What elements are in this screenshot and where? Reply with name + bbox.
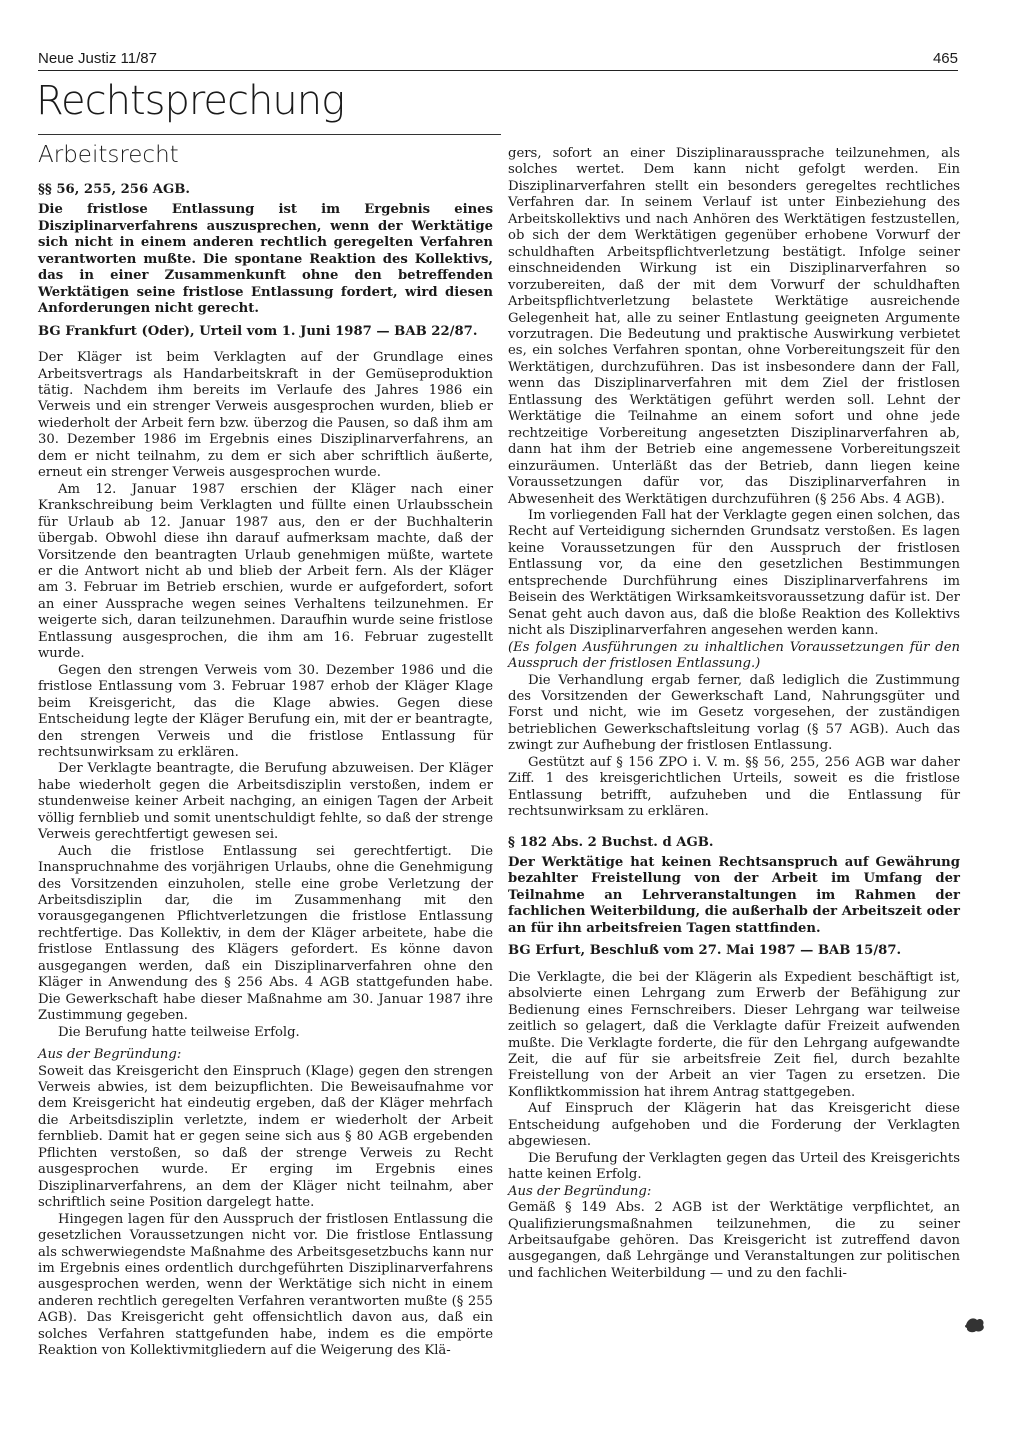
- case2-paragraph: Gemäß § 149 Abs. 2 AGB ist der Werktätige verpflichtet, an Qualifizierungsmaßnahmen teilzunehmen, die zu seiner Arbeitsaufgabe gehören. Das Kreisgericht ist zutreffend davon ausgegangen, daß Lehrgänge und Veranstaltungen zur politischen und fachlichen Weiterbildung — und zu den fachli-: [508, 1200, 960, 1281]
- case2-court-citation: BG Erfurt, Beschluß vom 27. Mai 1987 — BAB 15/87.: [508, 943, 902, 959]
- case1-paragraph: Auch die fristlose Entlassung sei gerechtfertigt. Die Inanspruchnahme des vorjährigen Urlaubs, ohne die Genehmigung des Vorsitzenden einzuholen, stelle eine grobe Verletzung der Arbeitsdisziplin dar, die im Zusammenhang mit den vorausgegangenen Pflichtverletzungen die fristlose Entlassung rechtfertige. Das Kollektiv, in dem der Kläger arbeitete, habe die fristlose Entlassung des Klägers gefordert. Es könne davon ausgegangen werden, daß ein Disziplinarverfahren ohne den Kläger in Anwendung des § 256 Abs. 4 AGB stattgefunden habe. Die Gewerkschaft habe dieser Maßnahme am 30. Januar 1987 ihre Zustimmung gegeben.: [38, 843, 493, 1024]
- case1-paragraph: Gegen den strengen Verweis vom 30. Dezember 1986 und die fristlose Entlassung vom 3. Februar 1987 erhob der Kläger Klage beim Kreisgericht, das die Klage abwies. Gegen diese Entscheidung legte der Kläger Berufung ein, mit der er beantragte, den strengen Verweis und die fristlose Entlassung für rechtsunwirksam zu erklären.: [38, 662, 493, 760]
- case1-paragraph: Soweit das Kreisgericht den Einspruch (Klage) gegen den strengen Verweis abwies, ist dem beizupflichten. Die Beweisaufnahme vor dem Kreisgericht hat eindeutig ergeben, daß der Kläger mehrfach die Arbeitsdisziplin verletzte, indem er wiederholt der Arbeit fernblieb. Damit hat er gegen seine sich aus § 80 AGB ergebenden Pflichten verstoßen, so daß der strenge Verweis zu Recht ausgesprochen wurde. Er erging im Ergebnis eines Disziplinarverfahrens, an dem der Kläger nicht teilnahm, aber schriftlich seine Position dargelegt hatte.: [38, 1063, 493, 1211]
- case1-paragraph: Der Kläger ist beim Verklagten auf der Grundlage eines Arbeitsvertrags als Handarbeitskraft in der Gemüseproduktion tätig. Nachdem ihm bereits im Verlaufe des Jahres 1986 ein Verweis und ein strenger Verweis ausgesprochen wurden, blieb er wiederholt der Arbeit fern bzw. überzog die Pausen, so daß ihm am 30. Dezember 1986 im Ergebnis eines Disziplinarverfahrens, an dem er nicht teilnahm, zu dem er sich aber schriftlich äußerte, erneut ein strenger Verweis ausgesprochen wurde.: [38, 350, 493, 481]
- section-title: Arbeitsrecht: [38, 142, 179, 168]
- case1-headnote: Die fristlose Entlassung ist im Ergebnis eines Disziplinarverfahrens auszusprechen, wenn der Werktätige sich nicht in einem anderen rechtlich geregelten Verfahren verantworten mußte. Die spontane Reaktion des Kollektivs, das in einer Zusammenkunft ohne den betreffenden Werktätigen seine fristlose Entlassung fordert, wird diesen Anforderungen nicht gerecht.: [38, 202, 493, 317]
- title-rule: [38, 134, 501, 135]
- case1-editorial-note: (Es folgen Ausführungen zu inhaltlichen Voraussetzungen für den Ausspruch der fristlosen Entlassung.): [508, 639, 960, 672]
- case1-reasons-label: Aus der Begründung:: [38, 1047, 182, 1063]
- case1-paragraph: Die Berufung hatte teilweise Erfolg.: [58, 1024, 300, 1040]
- case1-paragraph: Hingegen lagen für den Ausspruch der fristlosen Entlassung die gesetzlichen Voraussetzungen nicht vor. Die fristlose Entlassung als schwerwiegendste Maßnahme des Arbeitsgesetzbuchs kann nur im Ergebnis eines ordentlich durchgeführten Disziplinarverfahrens ausgesprochen werden, wenn der Werktätige sich nicht in einem anderen rechtlich geregelten Verfahren verantworten mußte (§ 255 AGB). Das Kreisgericht geht offensichtlich davon aus, daß ein solches Verfahren stattgefunden habe, indem es die empörte Reaktion von Kollektivmitgliedern auf die Weigerung des Klä-: [38, 1211, 493, 1359]
- case1-paragraph: Die Verhandlung ergab ferner, daß lediglich die Zustimmung des Vorsitzenden der Gewerkschaft Land, Nahrungsgüter und Forst und nicht, wie im Gesetz vorgesehen, der zuständigen betrieblichen Gewerkschaftsleitung vorlag (§ 57 AGB). Auch das zwingt zur Aufhebung der fristlosen Entlassung.: [508, 672, 960, 754]
- case1-paragraph: Gestützt auf § 156 ZPO i. V. m. §§ 56, 255, 256 AGB war daher Ziff. 1 des kreisgerichtlichen Urteils, soweit es die fristlose Entlassung betrifft, aufzuheben und die Entlassung für rechtsunwirksam zu erklären.: [508, 754, 960, 820]
- page-number: 465: [932, 50, 958, 67]
- journal-issue: Neue Justiz 11/87: [38, 50, 157, 67]
- page-header: [38, 50, 958, 72]
- case2-paragraph: Die Verklagte, die bei der Klägerin als Expedient beschäftigt ist, absolvierte einen Lehrgang zum Erwerb der Befähigung zur Bedienung eines Fernschreibers. Dieser Lehrgang war teilweise zeitlich so gelagert, daß die Verklagte dafür Freizeit aufwenden mußte. Die Verklagte forderte, die für den Lehrgang aufgewandte Zeit, die auf für sie arbeitsfreie Zeit fiel, durch bezahlte Freistellung von der Arbeit an vier Tagen zu ersetzen. Die Konfliktkommission hat ihrem Antrag stattgegeben.: [508, 969, 960, 1100]
- case2-headnote: Der Werktätige hat keinen Rechtsanspruch auf Gewährung bezahlter Freistellung von der Arbeit im Umfang der Teilnahme an Lehrveranstaltungen im Rahmen der fachlichen Weiterbildung, die außerhalb der Arbeitszeit oder an für ihn arbeitsfreien Tagen stattfinden.: [508, 855, 960, 936]
- case2-paragraph: Auf Einspruch der Klägerin hat das Kreisgericht diese Entscheidung aufgehoben und die Forderung der Verklagten abgewiesen.: [508, 1101, 960, 1150]
- ink-smudge-mark: [964, 1316, 986, 1334]
- case1-paragraph: gers, sofort an einer Disziplinaraussprache teilzunehmen, als solches wertet. Dem kann nicht gefolgt werden. Ein Disziplinarverfahren stellt ein besonders geregeltes rechtliches Verfahren dar. In seinem Verlauf ist unter Einbeziehung des Arbeitskollektivs und nach Anhören des Werktätigen festzustellen, ob sich der dem Werktätigen gegenüber erhobene Vorwurf der schuldhaften Arbeitspflichtverletzung bestätigt. Infolge seiner einschneidenden Wirkung ist ein Disziplinarverfahren so vorzubereiten, daß der mit dem Vorwurf der schuldhaften Arbeitspflichtverletzung belastete Werktätige ausreichende Gelegenheit hat, alle zu seiner Entlastung geeigneten Argumente vorzutragen. Die Bedeutung und praktische Auswirkung verbietet es, ein solches Verfahren spontan, ohne Vorbereitungszeit für den Werktätigen, durchzuführen. Das ist insbesondere dann der Fall, wenn das Disziplinarverfahren mit dem Ziel der fristlosen Entlassung des Werktätigen geführt werden soll. Lehnt der Werktätige die Teilnahme an einem sofort und ohne jede rechtzeitige Vorbereitung angesetzten Disziplinarverfahren ab, dann hat ihm der Betrieb eine angemessene Vorbereitungszeit einzuräumen. Unterläßt das der Betrieb, dann liegen keine Voraussetzungen dafür vor, das Disziplinarverfahren in Abwesenheit des Werktätigen durchzuführen (§ 256 Abs. 4 AGB).: [508, 146, 960, 507]
- left-column: [38, 182, 493, 1360]
- case1-paragraph: Im vorliegenden Fall hat der Verklagte gegen einen solchen, das Recht auf Verteidigung sichernden Grundsatz verstoßen. Es lagen keine Voraussetzungen für den Ausspruch der fristlosen Entlassung vor, da eine den gesetzlichen Bestimmungen entsprechende Durchführung eines Disziplinarverfahrens im Beisein des Werktätigen Wirksamkeitsvoraussetzung dafür ist. Der Senat geht auch davon aus, daß die bloße Reaktion des Kollektivs nicht als Disziplinarverfahren angesehen werden kann.: [508, 507, 960, 639]
- case1-statute-ref: §§ 56, 255, 256 AGB.: [38, 182, 190, 197]
- case1-paragraph: Am 12. Januar 1987 erschien der Kläger nach einer Krankschreibung beim Verklagten und füllte einen Urlaubsschein für Urlaub ab 12. Januar 1987 aus, den er der Buchhalterin übergab. Obwohl diese ihn darauf aufmerksam machte, daß der Vorsitzende den beantragten Urlaub genehmigen müßte, wartete er die Antwort nicht ab und blieb der Arbeit fern. Als der Kläger am 3. Februar im Betrieb erschien, wurde er aufgefordert, sofort an einer Aussprache wegen seines Verhaltens teilzunehmen. Er weigerte sich, daran teilzunehmen. Daraufhin wurde seine fristlose Entlassung ausgesprochen, die ihm am 16. Februar zugestellt wurde.: [38, 481, 493, 662]
- case1-court-citation: BG Frankfurt (Oder), Urteil vom 1. Juni 1987 — BAB 22/87.: [38, 323, 478, 339]
- case1-paragraph: Der Verklagte beantragte, die Berufung abzuweisen. Der Kläger habe wiederholt gegen die Arbeitsdisziplin verstoßen, indem er stundenweise keiner Arbeit nachging, an einigen Tagen der Arbeit völlig fernblieb und somit unentschuldigt fehlte, so daß der strenge Verweis gerechtfertigt gewesen sei.: [38, 761, 493, 843]
- page-title: Rechtsprechung: [36, 78, 345, 124]
- case2-reasons-label: Aus der Begründung:: [508, 1183, 652, 1199]
- right-column: [508, 146, 960, 1282]
- header-rule: [38, 70, 958, 71]
- case2-statute-ref: § 182 Abs. 2 Buchst. d AGB.: [508, 834, 714, 850]
- case2-paragraph: Die Berufung der Verklagten gegen das Urteil des Kreisgerichts hatte keinen Erfolg.: [508, 1150, 960, 1183]
